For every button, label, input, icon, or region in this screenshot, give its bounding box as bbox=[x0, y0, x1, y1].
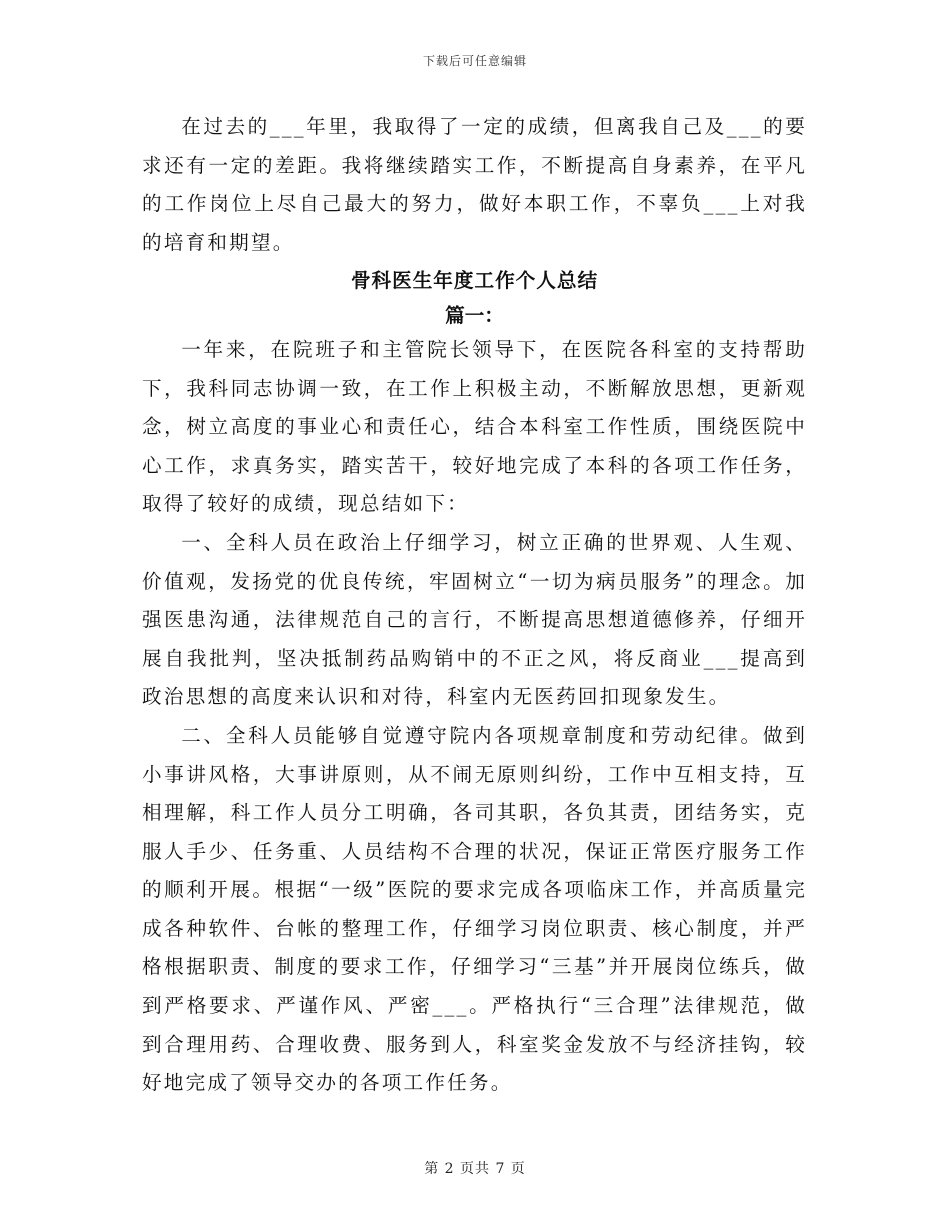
section-label: 篇一： bbox=[445, 303, 504, 327]
document-body bbox=[142, 108, 807, 1103]
body-paragraph-1: 一年来，在院班子和主管院长领导下，在医院各科室的支持帮助下，我科同志协调一致，在工作上积极主动，不断解放思想，更新观念，树立高度的事业心和责任心，结合本科室工作性质，围绕医院中心工作，求真务实，踏实苦干，较好地完成了本科的各项工作任务，取得了较好的成绩，现总结如下： bbox=[142, 337, 807, 516]
body-paragraph-3: 二、全科人员能够自觉遵守院内各项规章制度和劳动纪律。做到小事讲风格，大事讲原则，从不闹无原则纠纷，工作中互相支持，互相理解，科工作人员分工明确，各司其职，各负其责，团结务实，克服人手少、任务重、人员结构不合理的状况，保证正常医疗服务工作的顺利开展。根据“一级”医院的要求完成各项临床工作，并高质量完成各种软件、台帐的整理工作，仔细学习岗位职责、核心制度，并严格根据职责、制度的要求工作，仔细学习“三基”并开展岗位练兵，做到严格要求、严谨作风、严密___。严格执行“三合理”法律规范，做到合理用药、合理收费、服务到人，科室奖金发放不与经济挂钩，较好地完成了领导交办的各项工作任务。 bbox=[142, 723, 807, 1095]
body-paragraph-2: 一、全科人员在政治上仔细学习，树立正确的世界观、人生观、价值观，发扬党的优良传统，牢固树立“一切为病员服务”的理念。加强医患沟通，法律规范自己的言行，不断提高思想道德修养，仔细开展自我批判，坚决抵制药品购销中的不正之风，将反商业___提高到政治思想的高度来认识和对待，科室内无医药回扣现象发生。 bbox=[142, 530, 807, 709]
header-note: 下载后可任意编辑 bbox=[422, 54, 527, 68]
intro-paragraph: 在过去的___年里，我取得了一定的成绩，但离我自己及___的要求还有一定的差距。我将继续踏实工作，不断提高自身素养，在平凡的工作岗位上尽自己最大的努力，做好本职工作，不辜负___上对我的培育和期望。 bbox=[142, 115, 807, 254]
page-indicator: 第 2 页共 7 页 bbox=[424, 1161, 526, 1177]
document-title: 骨科医生年度工作个人总结 bbox=[350, 269, 599, 293]
